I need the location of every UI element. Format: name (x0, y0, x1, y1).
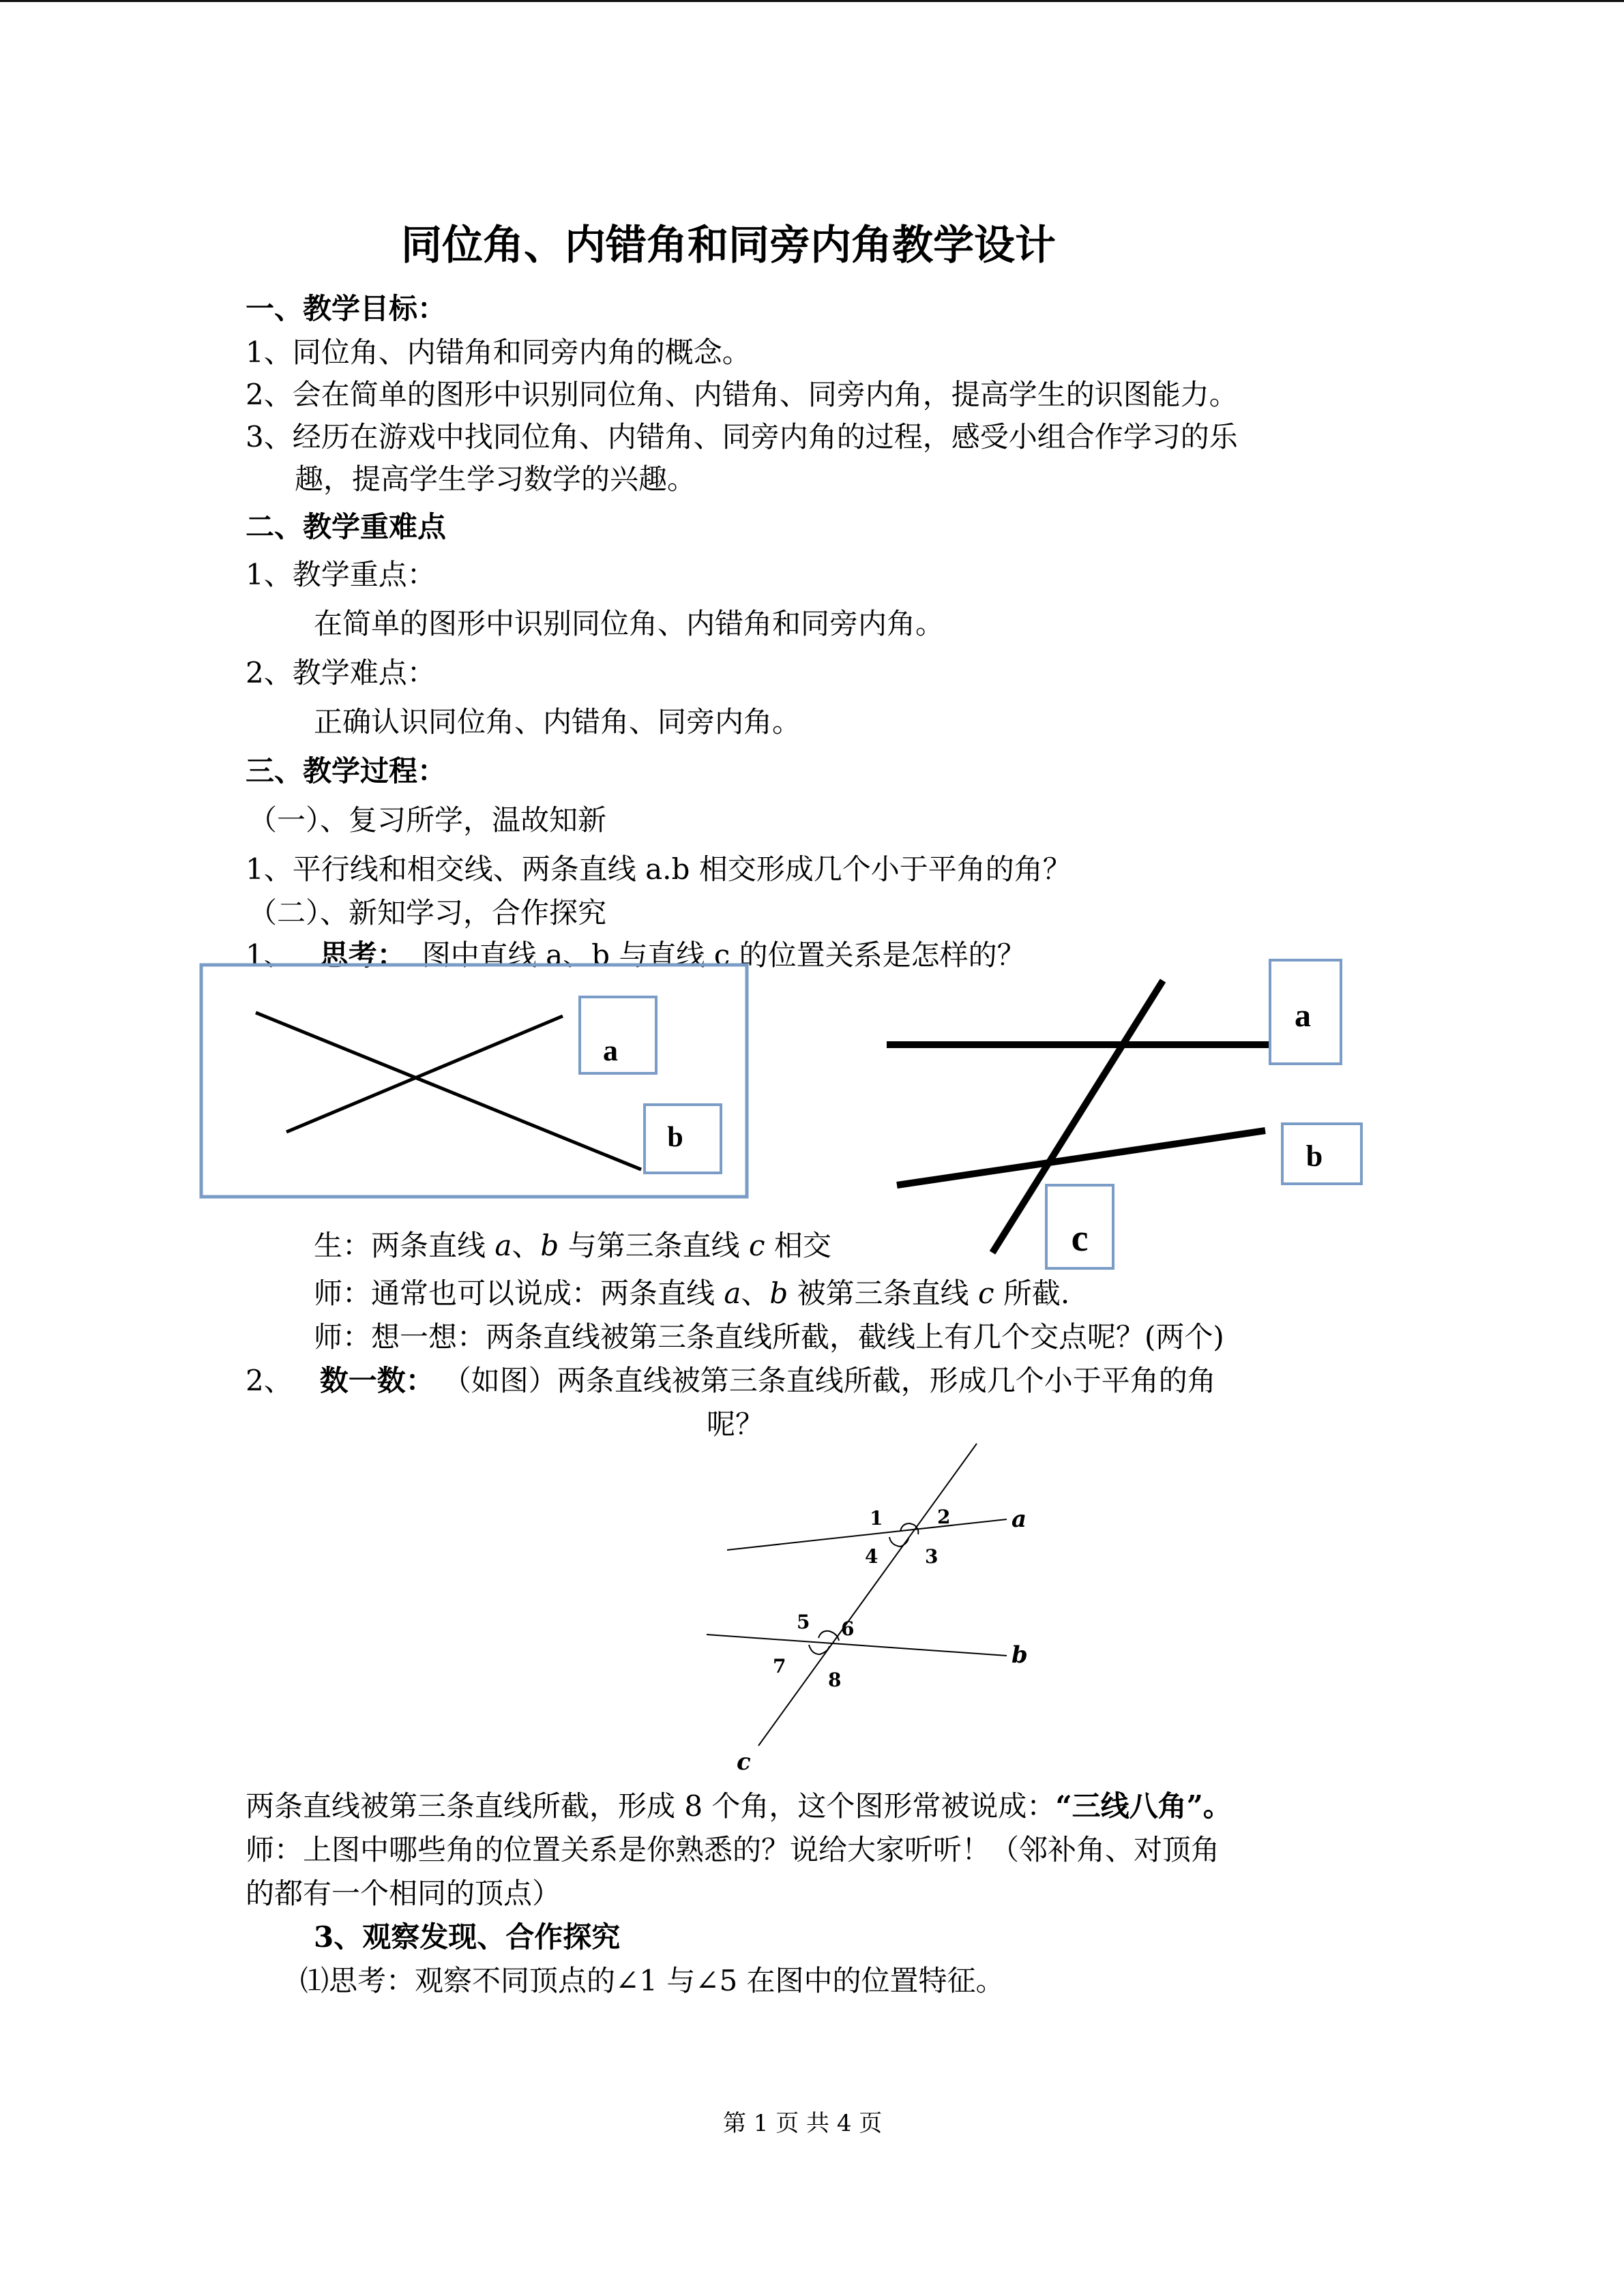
part-heading-new: （二）、新知学习，合作探究 (248, 896, 607, 929)
count-question: 2、 数一数： （如图）两条直线被第三条直线所截，形成几个小于平角的角 (246, 1364, 1216, 1397)
label-a: a (603, 1034, 618, 1067)
key-point-label: 1、教学重点： (246, 558, 436, 591)
difficulty-text: 正确认识同位角、内错角、同旁内角。 (314, 705, 801, 739)
three-lines-eight-angles-text: 两条直线被第三条直线所截，形成 8 个角，这个图形常被说成：“三线八角”。 (246, 1789, 1232, 1823)
label-b: b (667, 1122, 683, 1153)
angle-label-1: 1 (870, 1507, 883, 1530)
page-top-border (0, 0, 1624, 2)
page-footer: 第 1 页 共 4 页 (723, 2110, 883, 2137)
angle-label-3: 3 (925, 1545, 939, 1568)
line-b (897, 1131, 1265, 1185)
line-c (758, 1444, 977, 1746)
section-heading-process: 三、教学过程： (246, 754, 447, 788)
difficulty-label: 2、教学难点： (246, 656, 436, 689)
label-c: c (1071, 1217, 1089, 1259)
label-b: b (1305, 1139, 1323, 1173)
goal-item-continuation: 趣，提高学生学习数学的兴趣。 (295, 462, 696, 496)
angle-label-7: 7 (773, 1655, 786, 1678)
label-line-b: b (1012, 1641, 1028, 1669)
goal-item: 1、同位角、内错角和同旁内角的概念。 (246, 336, 751, 369)
line-b (286, 1016, 563, 1132)
figure-intersecting-lines (198, 961, 757, 1200)
teacher-question-angles: 师：上图中哪些角的位置关系是你熟悉的？说给大家听听！（邻补角、对顶角 (246, 1833, 1220, 1866)
label-a: a (1295, 998, 1311, 1034)
page-title: 同位角、内错角和同旁内角教学设计 (401, 222, 1056, 269)
count-question-continuation: 呢？ (707, 1407, 765, 1441)
goal-item: 2、会在简单的图形中识别同位角、内错角、同旁内角，提高学生的识图能力。 (246, 378, 1238, 411)
teacher-question: 师：想一想：两条直线被第三条直线所截，截线上有几个交点呢？(两个) (314, 1320, 1224, 1354)
student-answer: 生：两条直线 a、b 与第三条直线 c 相交 (314, 1229, 831, 1262)
figure-three-lines-eight-angles (682, 1432, 1091, 1787)
teacher-remark: 师：通常也可以说成：两条直线 a、b 被第三条直线 c 所截. (314, 1277, 1070, 1310)
angle-label-8: 8 (828, 1669, 842, 1691)
step-observe-explore: 3、观察发现、合作探究 (314, 1920, 621, 1954)
label-line-a: a (1012, 1506, 1027, 1533)
line-b (707, 1635, 1007, 1656)
part-heading-review: （一）、复习所学，温故知新 (248, 803, 607, 837)
teacher-question-angles-continuation: 的都有一个相同的顶点） (246, 1877, 561, 1910)
section-heading-focus: 二、教学重难点 (246, 510, 447, 543)
angle-label-6: 6 (841, 1617, 855, 1640)
key-point-text: 在简单的图形中识别同位角、内错角和同旁内角。 (314, 607, 945, 640)
think-question: 1、 思考： 图中直线 a、b 与直线 c 的位置关系是怎样的？ (246, 938, 1026, 972)
angle-label-4: 4 (865, 1545, 879, 1568)
angle-label-2: 2 (937, 1506, 951, 1528)
label-line-c: c (737, 1748, 751, 1776)
observe-think-text: ⑴思考：观察不同顶点的∠1 与∠5 在图中的位置特征。 (300, 1964, 1005, 1997)
section-heading-goals: 一、教学目标： (246, 292, 447, 325)
goal-item: 3、经历在游戏中找同位角、内错角、同旁内角的过程，感受小组合作学习的乐 (246, 420, 1238, 453)
angle-label-5: 5 (797, 1611, 810, 1633)
review-question: 1、平行线和相交线、两条直线 a.b 相交形成几个小于平角的角？ (246, 852, 1072, 886)
